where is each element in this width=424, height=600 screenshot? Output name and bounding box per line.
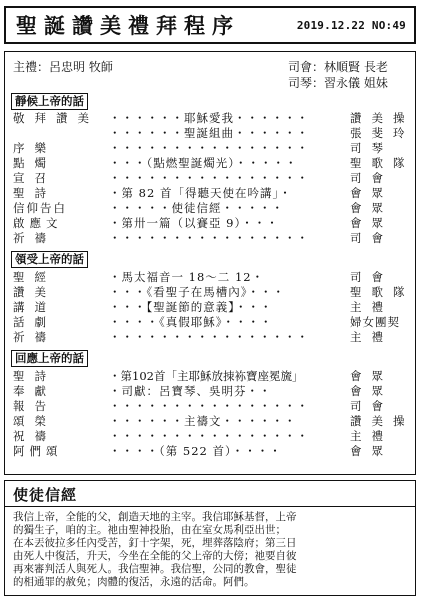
presider: 主禮：呂忠明 牧師 [13,60,113,74]
program-row [13,399,411,414]
creed-line: 我信上帝，全能的父，創造天地的主宰。我信耶穌基督，上帝 [13,511,297,523]
row-item: 宣召 [13,171,56,185]
row-person: 聖歌隊 [350,156,415,170]
row-person: 會眾 [350,216,393,230]
row-content: ・・・・・・・・・・・・・・・・ [109,399,309,413]
row-person: 讚美操 [350,414,415,428]
row-person: 會眾 [350,201,393,215]
row-item: 講道 [13,300,56,314]
liturgist: 司會：林順賢 長老 [288,60,388,74]
row-content: ・・・・・・主禱文・・・・・・ [109,414,297,428]
row-person: 會眾 [350,444,393,458]
row-item: 報告 [13,399,56,413]
program-row [13,111,415,126]
row-content: ・・・・・・耶穌愛我・・・・・・ [109,111,309,125]
row-content: ・・・・・・・・・・・・・・・・ [109,330,309,344]
program-row [13,141,411,156]
program-row [13,369,411,384]
row-item: 聖詩 [13,369,56,383]
creed-line: 再來審判活人與死人。我信聖神。我信聖，公同的教會，聖徒 [13,563,297,575]
row-person: 會眾 [350,186,393,200]
row-item: 阿們頌 [13,444,63,458]
row-person: 主禮 [350,300,393,314]
row-item: 祝禱 [13,429,56,443]
creed-line: 的相通罪的赦免；肉體的復活，永遠的活命。阿們。 [13,576,255,588]
program-row [13,216,411,231]
program-row [13,126,415,141]
row-person: 司會 [350,399,393,413]
row-item: 信仰告白 [13,201,67,215]
page-title: 聖誕讚美禮拜程序 [16,13,240,38]
program-row [13,285,415,300]
row-person: 司會 [350,171,393,185]
creed-line: 的獨生子，咱的主。祂由聖神投胎，由在室女馬利亞出世； [13,524,286,536]
row-item: 祈禱 [13,231,56,245]
row-content: ・・・《看聖子在馬槽內》・・・ [109,285,285,299]
program-row [13,231,411,246]
row-content: ・馬太福音一 18～二 12・ [109,270,265,284]
row-item: 序樂 [13,141,56,155]
bulletin-header [4,6,416,44]
row-person: 聖歌隊 [350,285,415,299]
row-item: 奉獻 [13,384,56,398]
row-content: ・・・・《真假耶穌》・・・・ [109,315,273,329]
section-label-receive: 領受上帝的話 [11,251,88,268]
row-content: ・・・・・使徒信經・・・・・ [109,201,284,215]
row-person: 婦女團契 [350,315,400,329]
row-content: ・・・・・・・・・・・・・・・・ [109,171,309,185]
row-content: ・司獻：呂寶琴、吳明芬・・ [109,384,272,398]
row-content: ・第 82 首「得聽天使在吟講」・ [109,186,292,200]
row-person: 主禮 [350,330,393,344]
row-item: 聖經 [13,270,56,284]
row-item: 啟應文 [13,216,63,230]
apostles-creed-box [4,480,416,596]
row-person: 主禮 [350,429,393,443]
row-content: ・・・（點燃聖誕燭光）・・・・・ [109,156,298,170]
row-item: 話劇 [13,315,56,329]
program-row [13,156,415,171]
row-person: 司會 [350,270,393,284]
creed-line: 由死人中復活，升天，今坐在全能的父上帝的大傍；祂要自彼 [13,550,297,562]
row-item: 聖詩 [13,186,56,200]
row-item: 敬拜讚美 [13,111,99,125]
program-row [13,201,411,216]
program-row [13,429,411,444]
row-item: 頌榮 [13,414,56,428]
row-item: 祈禱 [13,330,56,344]
program-row [13,414,415,429]
row-content: ・・・・・・・・・・・・・・・・ [109,231,309,245]
row-person: 會眾 [350,369,393,383]
creed-line: 在本丟彼拉多任內受苦，釘十字架，死，埋葬落陰府；第三日 [13,537,297,549]
row-person: 張斐玲 [350,126,415,140]
program-row [13,171,411,186]
row-content: ・・・・・・・・・・・・・・・・ [109,429,309,443]
section-label-await: 靜候上帝的話 [11,93,88,110]
program-row [13,300,411,315]
date-issue-number: 2019.12.22 NO:49 [296,19,406,32]
program-row [13,186,411,201]
program-row [13,444,411,459]
row-person: 司會 [350,231,393,245]
staff-right [288,59,388,91]
creed-body [13,511,409,589]
row-content: ・・・・・・・・・・・・・・・・ [109,141,309,155]
creed-divider [5,506,415,507]
row-item: 讚美 [13,285,56,299]
organist: 司琴：習永儀 姐妹 [288,76,388,90]
section-label-respond: 回應上帝的話 [11,350,88,367]
program-row [13,330,411,345]
creed-title: 使徒信經 [13,486,78,504]
program-row [13,384,411,399]
row-content: ・第102首「主耶穌放拺袮寶座冕旒」 [109,369,304,383]
row-person: 會眾 [350,384,393,398]
row-person: 司琴 [350,141,393,155]
worship-program [4,51,416,475]
row-content: ・・・・・・聖誕組曲・・・・・・ [109,126,309,140]
bulletin-page [4,6,418,596]
row-person: 讚美操 [350,111,415,125]
row-item: 點燭 [13,156,56,170]
row-content: ・第卅一篇（以賽亞 9）・・・ [109,216,279,230]
program-row [13,270,411,285]
row-content: ・・・【聖誕節的意義】・・・ [109,300,273,314]
program-row [13,315,411,330]
row-content: ・・・・（第 522 首）・・・・ [109,444,282,458]
